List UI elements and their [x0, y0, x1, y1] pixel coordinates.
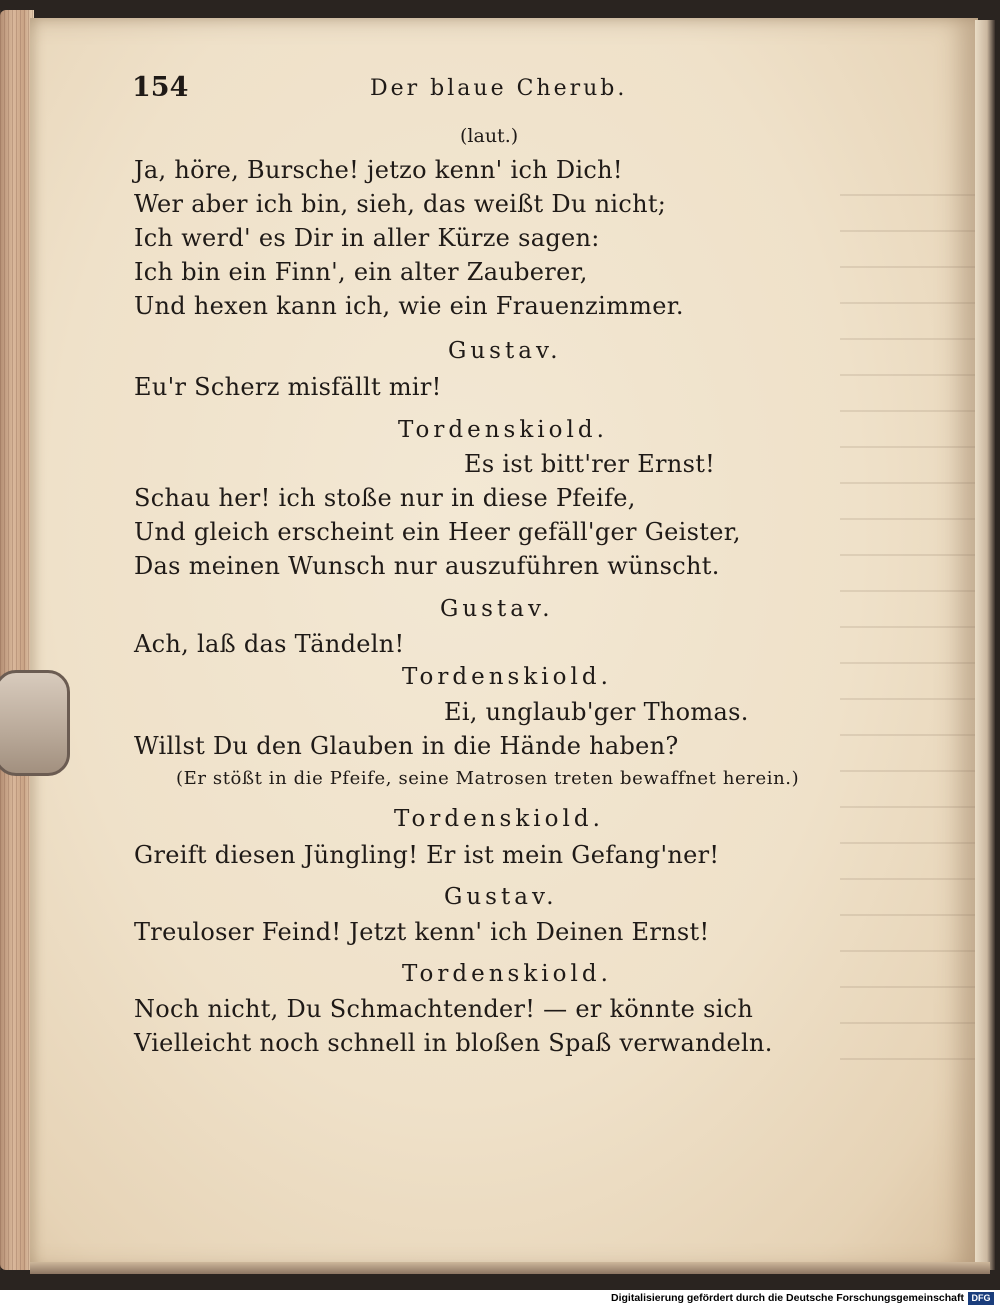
verse-line: Noch nicht, Du Schmachtender! — er könnte sich — [134, 995, 754, 1023]
verse-line: Und hexen kann ich, wie ein Frauenzimmer. — [134, 292, 684, 320]
verse-line: Treuloser Feind! Jetzt kenn' ich Deinen Ernst! — [134, 918, 710, 946]
speaker-name: Tordenskiold. — [402, 961, 612, 987]
funding-credit: Digitalisierung gefördert durch die Deutsche Forschungsgemeinschaft — [611, 1292, 964, 1304]
verse-line: Ich bin ein Finn', ein alter Zauberer, — [134, 258, 588, 286]
page-stack-edge — [0, 10, 34, 1270]
show-through-text — [840, 168, 980, 1068]
verse-line: Ich werd' es Dir in aller Kürze sagen: — [134, 224, 600, 252]
verse-line: Ei, unglaub'ger Thomas. — [444, 698, 749, 726]
verse-line: Greift diesen Jüngling! Er ist mein Gefang'ner! — [134, 841, 720, 869]
running-head: Der blaue Cherub. — [370, 76, 628, 101]
speaker-name: Tordenskiold. — [402, 664, 612, 690]
page-clip — [0, 670, 70, 776]
page-bottom-edge — [30, 1262, 990, 1274]
dfg-logo: DFG — [968, 1292, 994, 1305]
speaker-name: Gustav. — [448, 338, 562, 364]
speaker-name: Gustav. — [444, 884, 558, 910]
speaker-name: Tordenskiold. — [394, 806, 604, 832]
verse-line: Ja, höre, Bursche! jetzo kenn' ich Dich! — [134, 156, 623, 184]
speaker-name: Tordenskiold. — [398, 417, 608, 443]
stage-direction-laut: (laut.) — [460, 125, 519, 147]
page-number: 154 — [132, 72, 189, 103]
verse-line: Willst Du den Glauben in die Hände haben? — [134, 732, 679, 760]
book-gutter-edge — [975, 20, 995, 1270]
stage-direction: (Er stößt in die Pfeife, seine Matrosen treten bewaffnet herein.) — [176, 768, 800, 789]
verse-line: Vielleicht noch schnell in bloßen Spaß verwandeln. — [134, 1029, 773, 1057]
verse-line: Das meinen Wunsch nur auszuführen wünscht. — [134, 552, 720, 580]
verse-line: Schau her! ich stoße nur in diese Pfeife, — [134, 484, 636, 512]
verse-line: Es ist bitt'rer Ernst! — [464, 450, 716, 478]
digitization-footer — [0, 1290, 1000, 1307]
verse-line: Eu'r Scherz misfällt mir! — [134, 373, 442, 401]
verse-line: Und gleich erscheint ein Heer gefäll'ger Geister, — [134, 518, 741, 546]
verse-line: Wer aber ich bin, sieh, das weißt Du nicht; — [134, 190, 667, 218]
speaker-name: Gustav. — [440, 596, 554, 622]
verse-line: Ach, laß das Tändeln! — [134, 630, 405, 658]
